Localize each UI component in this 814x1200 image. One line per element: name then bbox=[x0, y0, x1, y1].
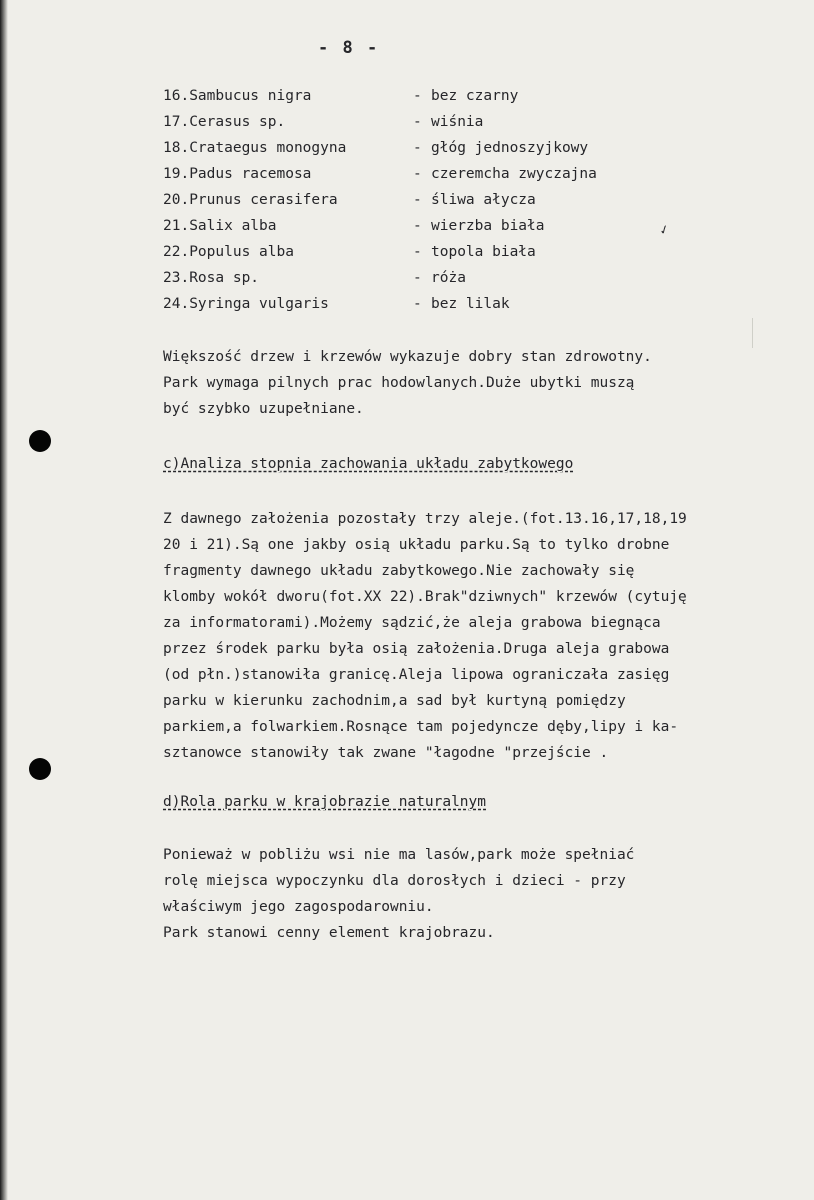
species-dash: - bbox=[413, 192, 422, 208]
summary-paragraph bbox=[163, 344, 652, 422]
text-line: klomby wokół dworu(fot.XX 22).Brak"dziwnych" krzewów (cytuję bbox=[163, 589, 687, 605]
species-latin-name: 21.Salix alba bbox=[163, 218, 277, 234]
text-line: być szybko uzupełniane. bbox=[163, 401, 364, 417]
margin-check-mark: ✓ bbox=[657, 221, 671, 239]
text-line: parkiem,a folwarkiem.Rosnące tam pojedyncze dęby,lipy i ka- bbox=[163, 719, 679, 735]
species-dash: - bbox=[413, 218, 422, 234]
text-line: 20 i 21).Są one jakby osią układu parku.Są to tylko drobne bbox=[163, 537, 670, 553]
species-dash: - bbox=[413, 88, 422, 104]
species-dash: - bbox=[413, 270, 422, 286]
text-line: Większość drzew i krzewów wykazuje dobry stan zdrowotny. bbox=[163, 349, 652, 365]
section-c-paragraph bbox=[163, 506, 687, 766]
text-line: przez środek parku była osią założenia.Druga aleja grabowa bbox=[163, 641, 670, 657]
species-latin-name: 17.Cerasus sp. bbox=[163, 114, 286, 130]
species-polish-name: czeremcha zwyczajna bbox=[431, 166, 597, 182]
text-line: Z dawnego założenia pozostały trzy aleje.(fot.13.16,17,18,19 bbox=[163, 511, 687, 527]
species-latin-name: 20.Prunus cerasifera bbox=[163, 192, 338, 208]
species-polish-name: róża bbox=[431, 270, 466, 286]
text-line: za informatorami).Możemy sądzić,że aleja grabowa biegnąca bbox=[163, 615, 661, 631]
text-line: sztanowce stanowiły tak zwane "łagodne "przejście . bbox=[163, 745, 609, 761]
punch-hole bbox=[29, 758, 51, 780]
species-dash: - bbox=[413, 140, 422, 156]
species-dash: - bbox=[413, 244, 422, 260]
page-number: - 8 - bbox=[318, 38, 380, 58]
text-line: Park wymaga pilnych prac hodowlanych.Duże ubytki muszą bbox=[163, 375, 635, 391]
text-line: właściwym jego zagospodarowniu. bbox=[163, 899, 434, 915]
punch-hole bbox=[29, 430, 51, 452]
species-polish-name: topola biała bbox=[431, 244, 536, 260]
species-latin-name: 18.Crataegus monogyna bbox=[163, 140, 347, 156]
margin-line bbox=[752, 318, 753, 348]
species-latin-name: 24.Syringa vulgaris bbox=[163, 296, 329, 312]
species-polish-name: bez lilak bbox=[431, 296, 510, 312]
species-polish-name: wiśnia bbox=[431, 114, 484, 130]
species-latin-name: 23.Rosa sp. bbox=[163, 270, 260, 286]
species-dash: - bbox=[413, 296, 422, 312]
section-c-heading: c)Analiza stopnia zachowania układu zabytkowego bbox=[163, 456, 574, 472]
text-line: parku w kierunku zachodnim,a sad był kurtyną pomiędzy bbox=[163, 693, 626, 709]
species-polish-name: wierzba biała bbox=[431, 218, 545, 234]
species-latin-name: 19.Padus racemosa bbox=[163, 166, 312, 182]
section-d-heading: d)Rola parku w krajobrazie naturalnym bbox=[163, 794, 487, 810]
species-dash: - bbox=[413, 166, 422, 182]
species-latin-name: 16.Sambucus nigra bbox=[163, 88, 312, 104]
species-polish-name: śliwa ałycza bbox=[431, 192, 536, 208]
species-polish-name: głóg jednoszyjkowy bbox=[431, 140, 589, 156]
section-d-paragraph bbox=[163, 842, 634, 946]
species-dash: - bbox=[413, 114, 422, 130]
text-line: Park stanowi cenny element krajobrazu. bbox=[163, 925, 495, 941]
text-line: (od płn.)stanowiła granicę.Aleja lipowa ograniczała zasięg bbox=[163, 667, 670, 683]
species-latin-name: 22.Populus alba bbox=[163, 244, 294, 260]
species-polish-name: bez czarny bbox=[431, 88, 519, 104]
scan-edge-shadow bbox=[0, 0, 8, 1200]
text-line: Ponieważ w pobliżu wsi nie ma lasów,park może spełniać bbox=[163, 847, 635, 863]
text-line: rolę miejsca wypoczynku dla dorosłych i dzieci - przy bbox=[163, 873, 626, 889]
text-line: fragmenty dawnego układu zabytkowego.Nie zachowały się bbox=[163, 563, 635, 579]
